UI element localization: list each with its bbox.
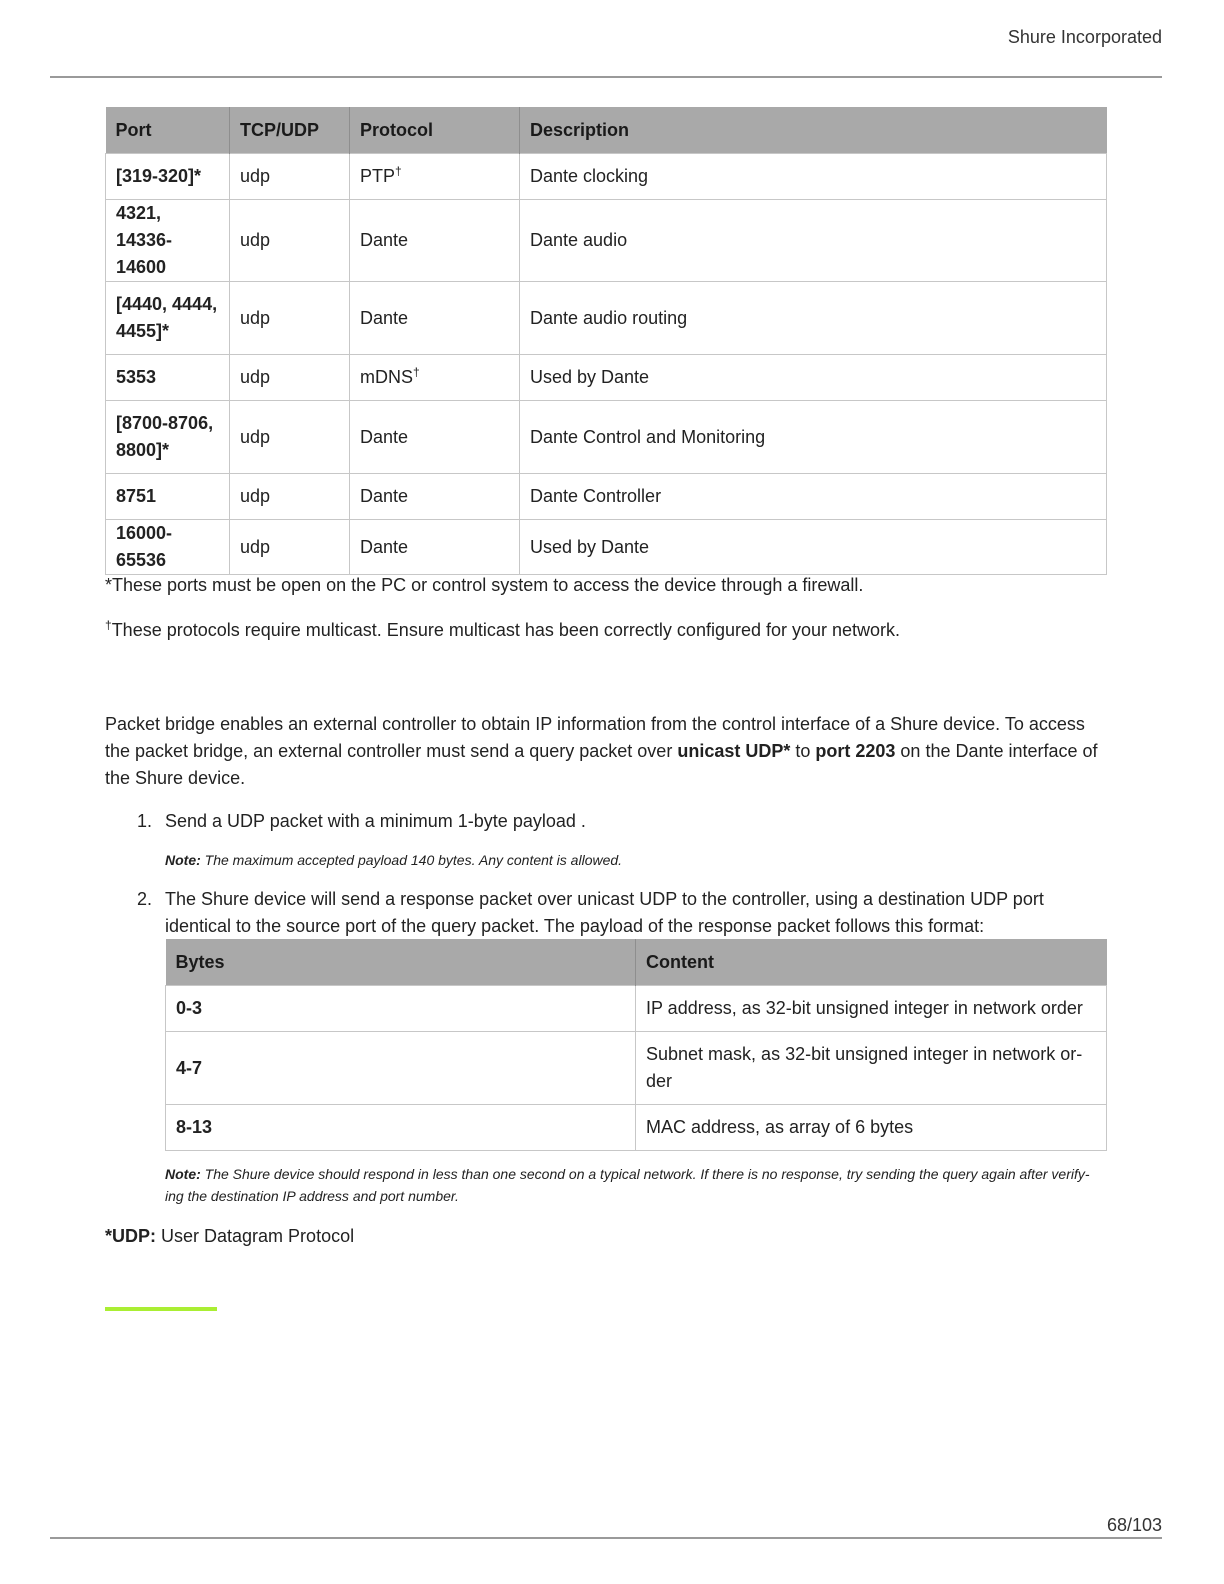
footer-divider [50,1537,1162,1539]
description-cell: Dante Control and Monitoring [520,401,1107,474]
udp-definition [105,1226,354,1247]
content-line: Subnet mask, as 32-bit unsigned integer in network or- [646,1044,1083,1064]
protocol-cell: Dante [350,401,520,474]
port-line: 8800]* [116,440,170,460]
port-cell: 5353 [106,355,230,401]
transport-cell: udp [230,200,350,282]
description-cell: Used by Dante [520,355,1107,401]
section-accent-bar [105,1307,217,1311]
protocol-cell: Dante [350,200,520,282]
bytes-cell: 8-13 [166,1105,636,1151]
table-row [166,1032,1107,1105]
step-2 [137,886,1110,940]
table-row [106,474,1107,520]
page-number: 68/103 [1106,1515,1162,1535]
table-row [106,355,1107,401]
table-row [106,154,1107,200]
content-cell [636,1032,1107,1105]
protocol-cell [350,154,520,200]
bytes-cell: 0-3 [166,986,636,1032]
udp-text: User Datagram Protocol [156,1226,355,1246]
note-text: ing the destination IP address and port number. [165,1188,459,1204]
column-header-port: Port [106,107,230,154]
content-line: der [646,1071,673,1091]
table-row [106,200,1107,282]
content-cell: IP address, as 32-bit unsigned integer in network order [636,986,1107,1032]
protocol-name: mDNS [360,367,413,387]
table-row [166,1105,1107,1151]
step-text: Send a UDP packet with a minimum 1-byte payload . [165,811,586,831]
protocol-cell: Dante [350,282,520,355]
table-row [106,282,1107,355]
step-number: 2. [137,889,153,909]
port-line: 4321, [116,203,162,223]
step-number: 1. [137,811,153,831]
port-line: 4455]* [116,321,170,341]
payload-note [165,849,1110,871]
column-header-protocol: Protocol [350,107,520,154]
table-row [166,986,1107,1032]
intro-emphasis-port: port 2203 [815,741,896,761]
transport-cell: udp [230,282,350,355]
transport-cell: udp [230,154,350,200]
note-text: The Shure device should respond in less than one second on a typical network. If there is no response, try sending the query again after verify- [200,1166,1090,1182]
description-cell: Dante clocking [520,154,1107,200]
content-cell: MAC address, as array of 6 bytes [636,1105,1107,1151]
multicast-note [105,620,900,641]
port-line: [8700-8706, [116,413,214,433]
description-cell: Used by Dante [520,520,1107,575]
table-row [106,401,1107,474]
port-cell: 16000-65536 [106,520,230,575]
transport-cell: udp [230,401,350,474]
description-cell: Dante audio routing [520,282,1107,355]
port-cell [106,401,230,474]
column-header-tcp-udp: TCP/UDP [230,107,350,154]
transport-cell: udp [230,474,350,520]
description-cell: Dante Controller [520,474,1107,520]
transport-cell: udp [230,355,350,401]
transport-cell: udp [230,520,350,575]
port-cell: [319-320]* [106,154,230,200]
column-header-description: Description [520,107,1107,154]
firewall-note: *These ports must be open on the PC or control system to access the device through a firewall. [105,575,864,595]
bytes-table-header [166,939,1107,986]
table-row [106,520,1107,575]
multicast-mark: † [105,618,112,632]
protocol-cell: Dante [350,520,520,575]
page-header-company: Shure Incorporated [1007,27,1162,47]
multicast-note-text: These protocols require multicast. Ensure multicast has been correctly configured for your network. [111,620,901,640]
column-header-content: Content [636,939,1107,986]
step-text: The Shure device will send a response packet over unicast UDP to the controller, using a destination UDP port identical to the source port of the query packet. The payload of the response packet follows this format: [165,889,1044,936]
response-note [165,1163,1110,1207]
packet-bridge-intro [105,711,1110,792]
step-1 [137,808,1110,835]
bytes-cell: 4-7 [166,1032,636,1105]
intro-text: to [790,741,816,761]
protocol-cell: Dante [350,474,520,520]
port-cell [106,282,230,355]
intro-text: Packet bridge enables an external controller to obtain IP information from the control interface of a Shure device. To access the packet bridge, an external controller must send a query packet over [105,714,1085,761]
port-line: [4440, 4444, [116,294,218,314]
multicast-mark: † [395,164,402,178]
protocol-name: PTP [360,166,396,186]
port-cell [106,200,230,282]
udp-label: *UDP: [105,1226,157,1246]
header-divider [50,76,1162,78]
bytes-table [165,939,1107,1151]
multicast-mark: † [413,365,420,379]
port-line: 14336-14600 [116,230,173,277]
protocol-cell [350,355,520,401]
port-cell: 8751 [106,474,230,520]
intro-emphasis-unicast: unicast UDP* [677,741,791,761]
column-header-bytes: Bytes [166,939,636,986]
note-text: The maximum accepted payload 140 bytes. Any content is allowed. [200,852,623,868]
description-cell: Dante audio [520,200,1107,282]
intro-text: on the Dante interface of the Shure device. [105,741,1098,788]
note-label: Note: [165,1166,201,1182]
ports-table-header [106,107,1107,154]
note-label: Note: [165,852,201,868]
ports-table [105,107,1107,575]
